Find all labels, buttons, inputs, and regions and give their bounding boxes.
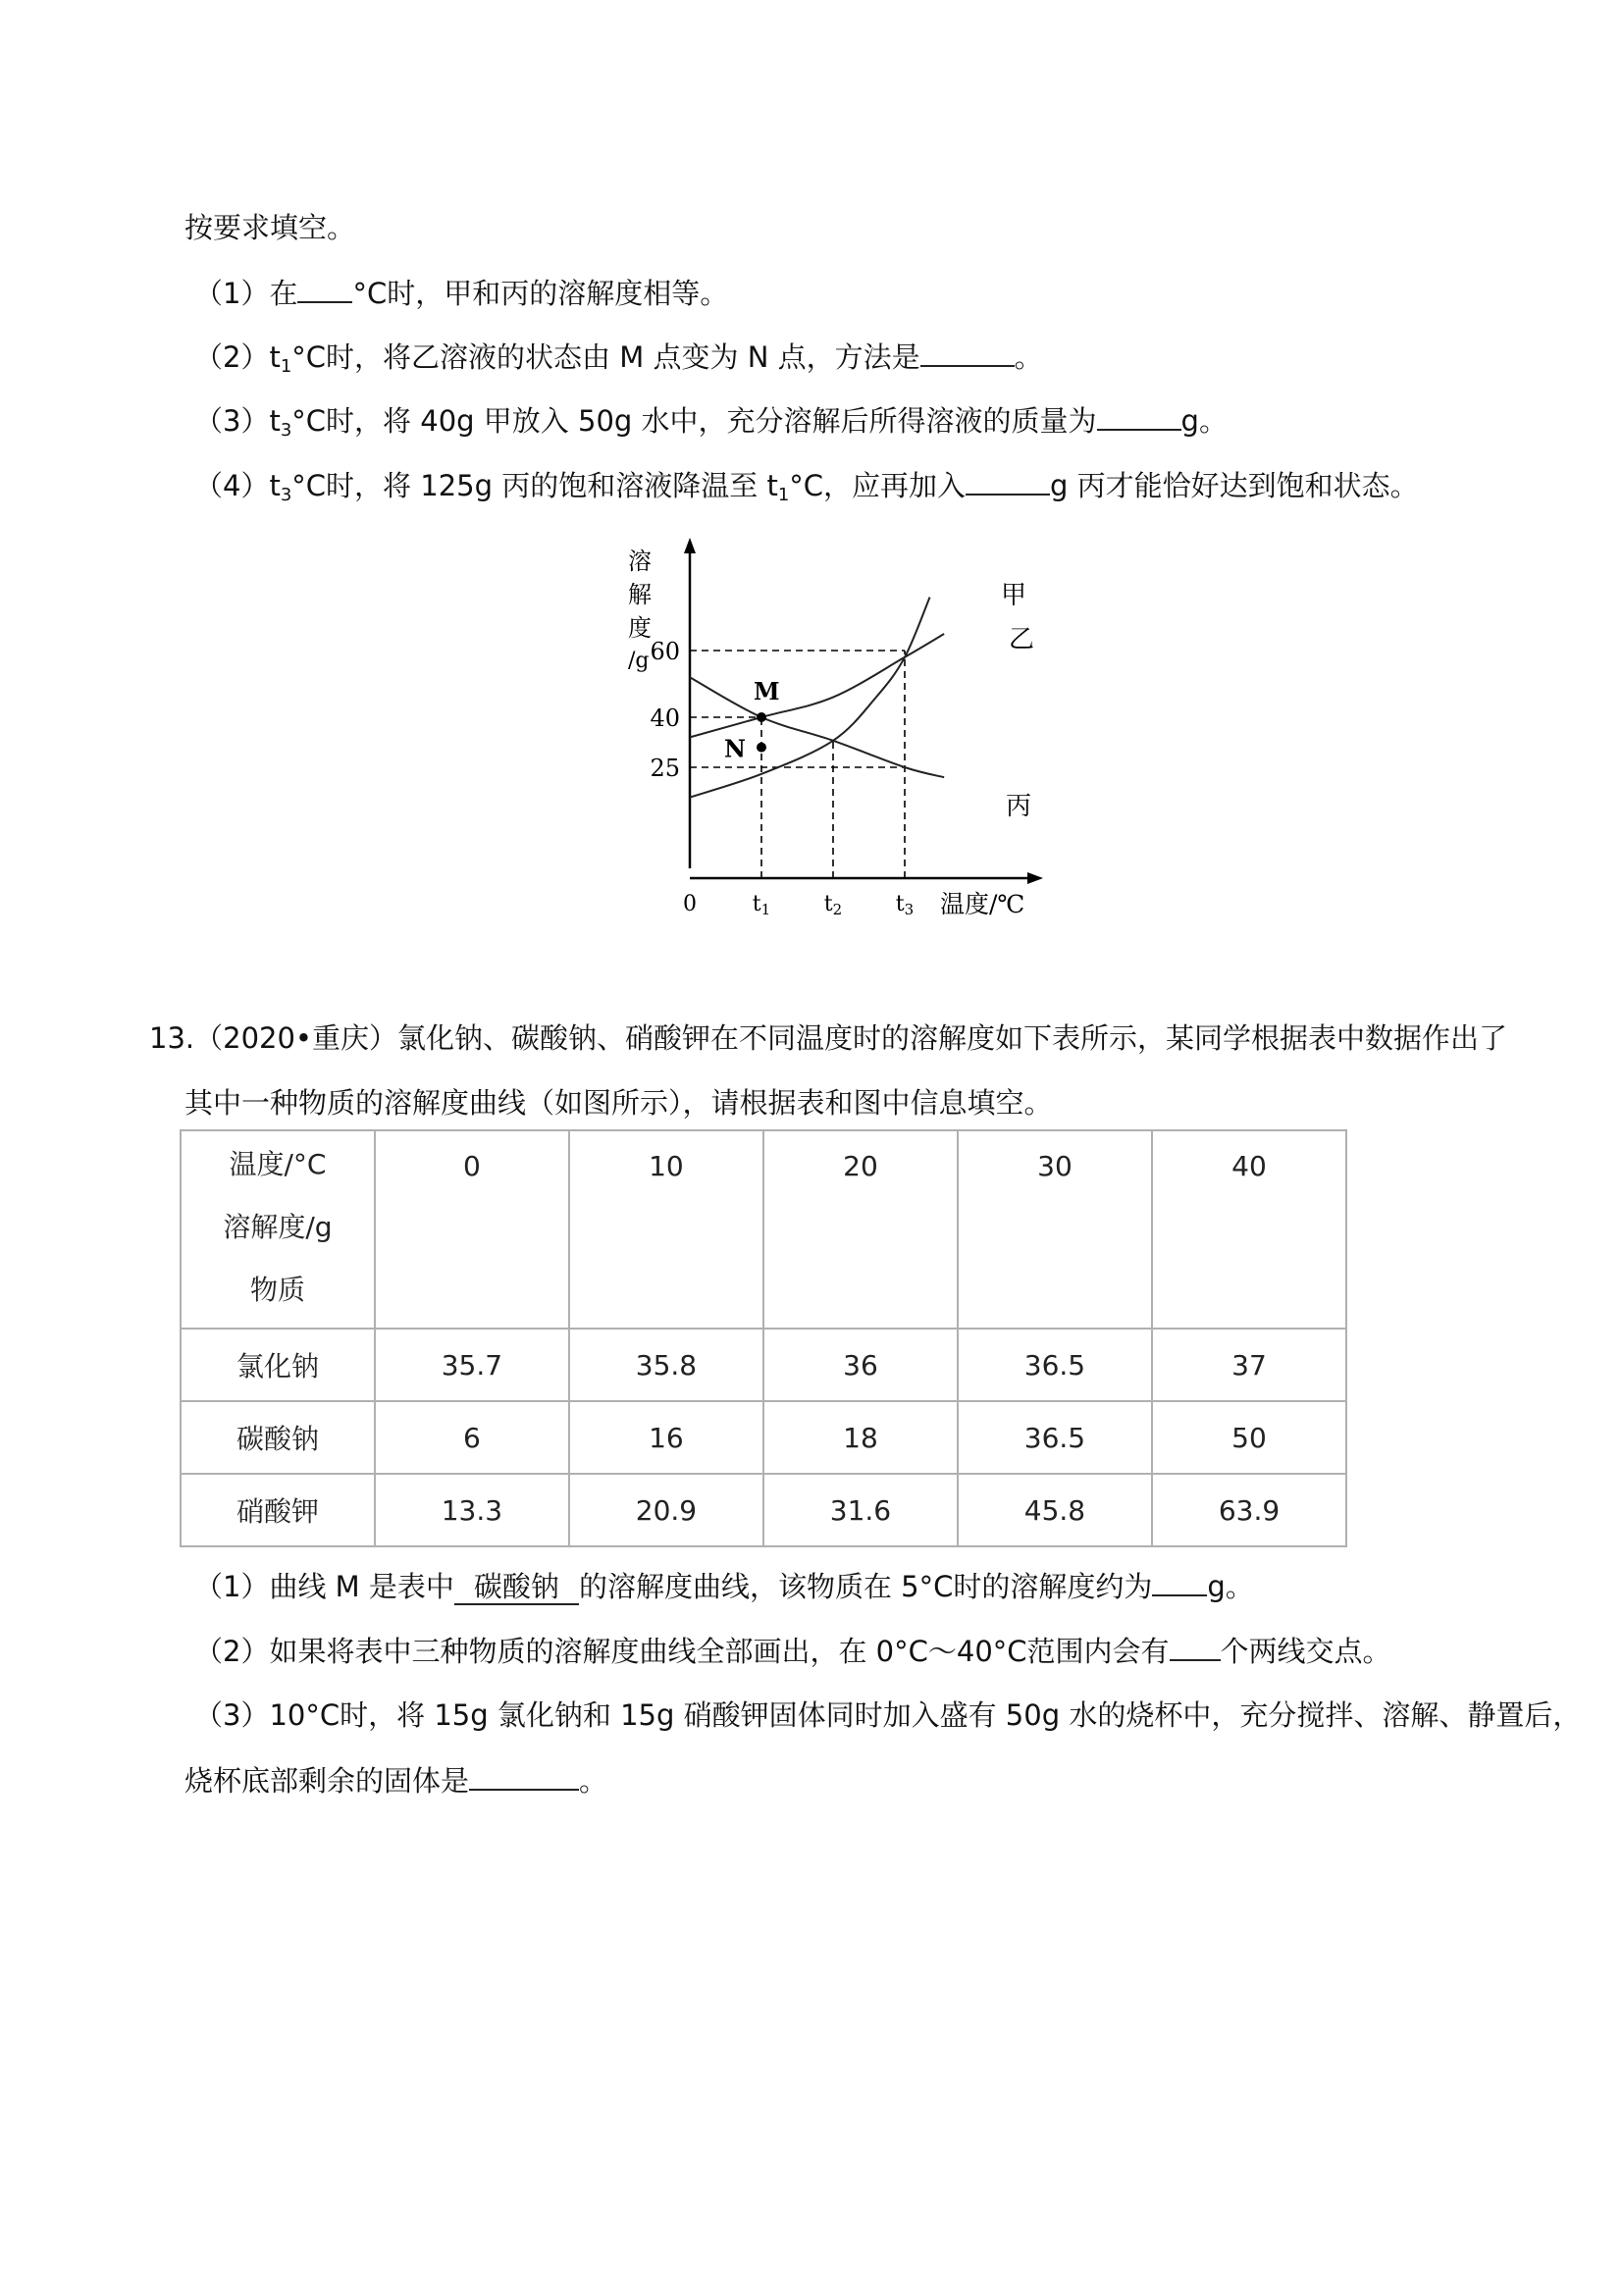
- header-label-temperature: 温度/°C: [229, 1148, 327, 1180]
- p13-q1-answer-blank[interactable]: [1152, 1569, 1207, 1596]
- x-tick-subscript: 1: [760, 901, 771, 918]
- problem12-q4: [194, 468, 1419, 512]
- table-header-temp: [1152, 1130, 1346, 1329]
- y-label-char-1: 溶: [628, 548, 652, 575]
- x-tick-label: t2: [823, 892, 843, 918]
- q2-answer-blank[interactable]: [920, 339, 1015, 367]
- temp-value: 30: [1037, 1150, 1073, 1182]
- x-tick-label: 0: [683, 892, 697, 916]
- problem12-q3: [194, 403, 1228, 447]
- q4-text-end: g 丙才能恰好达到饱和状态。: [1050, 469, 1419, 502]
- series-label: 甲: [1001, 581, 1027, 610]
- x-tick-label: t3: [895, 892, 915, 918]
- temp-value: 40: [1231, 1150, 1267, 1182]
- q3-text-pre: （3）t: [194, 404, 281, 438]
- q3-answer-blank[interactable]: [1097, 403, 1181, 431]
- q1-text-pre: （1）在: [194, 277, 298, 310]
- table-cell: 36.5: [958, 1401, 1152, 1474]
- q4-answer-blank[interactable]: [966, 468, 1050, 496]
- problem13-q1: [194, 1569, 1254, 1605]
- chart-series: [690, 581, 1034, 821]
- table-header-row: [181, 1130, 1346, 1329]
- series-label: 丙: [1006, 792, 1032, 821]
- y-label-char-4: /g: [628, 649, 650, 673]
- problem13-q2: [194, 1634, 1391, 1668]
- problem13-q3-line2: [184, 1763, 607, 1798]
- p13-q1-mid: 的溶解度曲线，该物质在 5°C时的溶解度约为: [578, 1570, 1153, 1603]
- p13-q2-end: 个两线交点。: [1220, 1635, 1391, 1668]
- temp-value: 0: [463, 1150, 481, 1182]
- series-curve-乙: [690, 634, 944, 737]
- table-cell: 36: [763, 1329, 958, 1401]
- q3-text-end: g。: [1180, 404, 1228, 438]
- table-cell: 37: [1152, 1329, 1346, 1401]
- problem13-q3-line1: （3）10°C时，将 15g 氯化钠和 15g 硝酸钾固体同时加入盛有 50g 水的烧杯中，充分搅拌、溶解、静置后，: [194, 1698, 1582, 1732]
- q3-text-post: °C时，将 40g 甲放入 50g 水中，充分溶解后所得溶液的质量为: [291, 404, 1097, 438]
- table-row: [181, 1474, 1346, 1546]
- q4-text-mid: °C时，将 125g 丙的饱和溶液降温至 t: [291, 469, 778, 502]
- x-tick-subscript: 3: [904, 901, 915, 918]
- q4-sub2: 1: [777, 485, 790, 505]
- table-cell: 13.3: [375, 1474, 569, 1546]
- problem12-intro: 按要求填空。: [184, 211, 356, 244]
- substance-name: 氯化钠: [181, 1329, 375, 1401]
- p13-q2-pre: （2）如果将表中三种物质的溶解度曲线全部画出，在 0°C～40°C范围内会有: [194, 1635, 1170, 1668]
- table-row: [181, 1401, 1346, 1474]
- q3-sub: 3: [280, 420, 292, 441]
- y-axis-arrow-icon: [684, 538, 696, 553]
- table-row: [181, 1329, 1346, 1401]
- table-cell: 31.6: [763, 1474, 958, 1546]
- x-tick-label: t1: [752, 892, 771, 918]
- table-cell: 35.8: [569, 1329, 763, 1401]
- q4-text-pre: （4）t: [194, 469, 281, 502]
- header-label-substance: 物质: [249, 1274, 305, 1306]
- x-tick-subscript: 2: [832, 901, 843, 918]
- table-header-temp: [958, 1130, 1152, 1329]
- table-cell: 6: [375, 1401, 569, 1474]
- point-label-M: M: [754, 677, 780, 705]
- header-label-solubility: 溶解度/g: [223, 1211, 333, 1243]
- problem13-line1: 13.（2020•重庆）氯化钠、碳酸钠、硝酸钾在不同温度时的溶解度如下表所示，某同学根据表中数据作出了: [149, 1021, 1508, 1055]
- table-cell: 35.7: [375, 1329, 569, 1401]
- y-label-char-3: 度: [628, 614, 652, 642]
- x-axis-arrow-icon: [1027, 872, 1043, 884]
- table-cell: 50: [1152, 1401, 1346, 1474]
- table-header-temp: [763, 1130, 958, 1329]
- substance-name: 碳酸钠: [181, 1401, 375, 1474]
- p13-q3-end: 。: [579, 1764, 608, 1798]
- q2-sub: 1: [280, 356, 292, 377]
- q4-sub: 3: [280, 485, 292, 505]
- solubility-chart: [589, 520, 1079, 952]
- substance-name: 硝酸钾: [181, 1474, 375, 1546]
- p13-q2-answer-blank[interactable]: [1170, 1634, 1221, 1661]
- table-cell: 20.9: [569, 1474, 763, 1546]
- q1-answer-blank[interactable]: [297, 276, 352, 303]
- q2-text-end: 。: [1014, 340, 1043, 374]
- q2-text-post: °C时，将乙溶液的状态由 M 点变为 N 点，方法是: [291, 340, 920, 374]
- p13-q3-answer-blank[interactable]: [469, 1763, 579, 1791]
- q1-text-post: °C时，甲和丙的溶解度相等。: [352, 277, 729, 310]
- solubility-table: [180, 1129, 1347, 1547]
- p13-q1-filled-answer[interactable]: 碳酸钠: [454, 1570, 579, 1605]
- chart-labels: [628, 548, 1027, 918]
- p13-q1-pre: （1）曲线 M 是表中: [194, 1570, 454, 1603]
- temp-value: 10: [649, 1150, 684, 1182]
- table-header-temp: [375, 1130, 569, 1329]
- q2-text-pre: （2）t: [194, 340, 281, 374]
- table-header-temp: [569, 1130, 763, 1329]
- y-tick-label: 60: [650, 638, 680, 665]
- point-N: [757, 743, 766, 753]
- point-M: [757, 712, 766, 722]
- table-cell: 45.8: [958, 1474, 1152, 1546]
- problem12-q1: [194, 276, 728, 310]
- table-cell: 16: [569, 1401, 763, 1474]
- table-cell: 18: [763, 1401, 958, 1474]
- p13-q1-end: g。: [1207, 1570, 1254, 1603]
- table-cell: 63.9: [1152, 1474, 1346, 1546]
- table-cell: 36.5: [958, 1329, 1152, 1401]
- x-axis-label: 温度/℃: [940, 890, 1025, 918]
- q4-text-post: °C，应再加入: [789, 469, 967, 502]
- problem12-q2: [194, 339, 1043, 384]
- series-label: 乙: [1009, 625, 1035, 654]
- y-label-char-2: 解: [628, 581, 652, 608]
- p13-q3-pre: 烧杯底部剩余的固体是: [184, 1764, 470, 1798]
- problem13-line2: 其中一种物质的溶解度曲线（如图所示），请根据表和图中信息填空。: [184, 1086, 1053, 1120]
- point-label-N: N: [724, 734, 746, 763]
- chart-guides: [690, 651, 905, 878]
- y-tick-label: 25: [650, 755, 680, 782]
- y-tick-label: 40: [650, 704, 680, 732]
- table-corner-cell: [181, 1130, 375, 1329]
- temp-value: 20: [843, 1150, 878, 1182]
